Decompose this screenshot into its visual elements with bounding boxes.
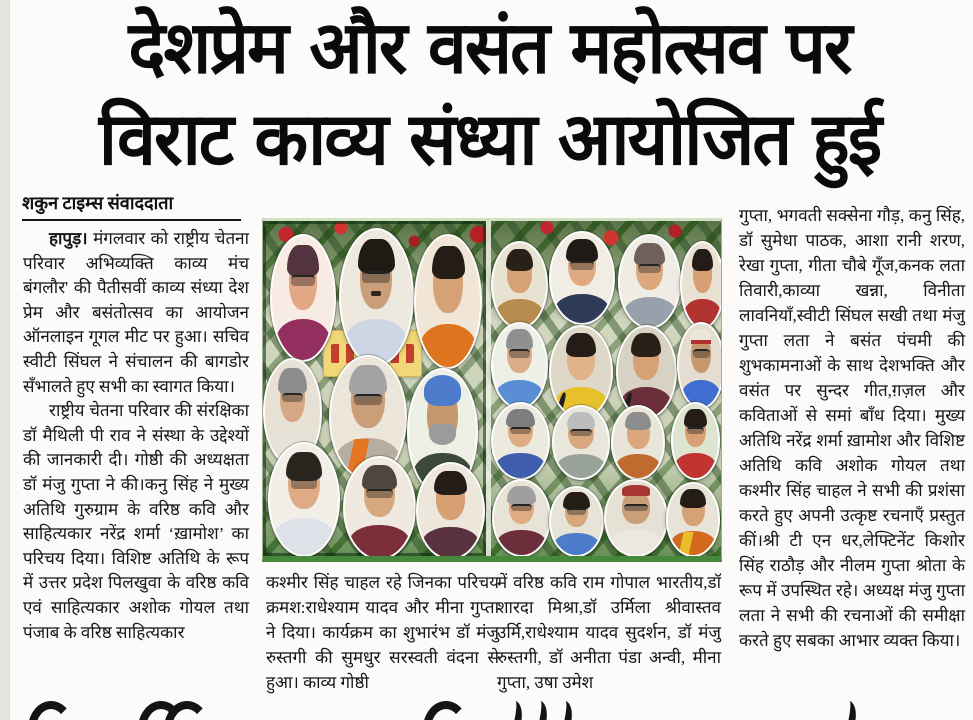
portrait-20 xyxy=(611,405,665,479)
text-column-2 xyxy=(266,570,499,695)
headline-line-1: देशप्रेम और वसंत महोत्सव पर xyxy=(128,5,851,91)
headline-fragment-5 xyxy=(501,700,525,720)
paragraph-5: गुप्ता, भगवती सक्सेना गौड़, कनु सिंह, डॉ सुमेधा पाठक, आशा रानी शरण, रेखा गुप्ता, गीता चौबे गूँज,कनक लता तिवारी,काव्या खन्ना, विनीता लावनियाँ,स्वीटी सिंघल सखी तथा मंजु गुप्ता लता ने बसंत पंचमी की शुभकामनाओं के साथ देशभक्ति और वसंत पर सुन्दर गीत,ग़ज़ल और कविताओं से समां बाँध दिया। मुख्य अतिथि नरेंद्र शर्मा ख़ामोश और विशिष्ट अतिथि कवि अशोक गोयल तथा कश्मीर सिंह चाहल ने सभी की प्रशंसा करते हुए अपनी उत्कृष्ट रचनाएँ प्रस्तुत कीं।श्री टी एन धर,लेफ्टिनेंट किशोर सिंह राठौड़ और नीलम गुप्ता श्रोता के रूप में उपस्थित रहे। अध्यक्ष मंजु गुप्ता लता ने सभी की रचनाओं की समीक्षा करते हुए सबका आभार व्यक्त किया। xyxy=(739,206,965,650)
page-edge-strip xyxy=(0,0,10,720)
portrait-22 xyxy=(492,479,551,556)
photo-collage xyxy=(262,218,722,562)
paragraph-1 xyxy=(23,227,249,399)
headline-line-2: विराट काव्य संध्या आयोजित हुई xyxy=(98,96,881,182)
portrait-1 xyxy=(270,234,336,362)
portrait-12 xyxy=(618,234,682,328)
paragraph-3: कश्मीर सिंह चाहल रहे जिनका परिचय क्रमश:राधेश्याम यादव और मीना गुप्ता ने दिया। कार्यक्रम का शुभारंभ डॉ मंजु रुस्तगी की सुमधुर सरस्वती वंदना से हुआ। काव्य गोष्ठी xyxy=(266,573,499,692)
article-headline xyxy=(18,2,961,185)
headline-fragment-4 xyxy=(423,701,469,720)
portrait-3 xyxy=(414,234,482,369)
portrait-18 xyxy=(491,402,550,480)
paragraph-2: राष्ट्रीय चेतना परिवार की संरक्षिका डॉ मैथिली पी राव ने संस्था के उद्देश्यों की जानकारी दी। गोष्ठी की अध्यक्षता डॉ मंजु गुप्ता ने की।कनु सिंह ने मुख्य अतिथि गुरुग्राम के वरिष्ठ कवि और साहित्यकार नरेंद्र शर्मा ‘ख़ामोश’ का परिचय दिया। विशिष्ट अतिथि के रूप में उत्तर प्रदेश पिलखुवा के वरिष्ठ कवि एवं साहित्यकार अशोक गोयल तथा पंजाब के वरिष्ठ साहित्यकार xyxy=(23,401,249,642)
portrait-11 xyxy=(549,231,615,325)
text-column-4 xyxy=(739,203,965,653)
portrait-21 xyxy=(671,402,721,480)
portrait-25 xyxy=(666,482,720,556)
portrait-14 xyxy=(491,322,548,410)
text-column-3 xyxy=(497,570,721,695)
paragraph-4: में वरिष्ठ कवि राम गोपाल भारतीय,डॉ शारदा मिश्रा,डॉ उर्मिला श्रीवास्तव उर्मि,राधेश्याम यादव सुदर्शन, डॉ मंजु रुस्तगी, डॉ अनीता पंडा अन्वी, मीना गुप्ता, उषा उमेश xyxy=(497,573,721,692)
byline: शकुन टाइम्स संवाददाता xyxy=(22,193,174,213)
byline-rule xyxy=(22,219,241,221)
dateline: हापुड़। xyxy=(49,229,88,248)
headline-fragment-8 xyxy=(835,700,859,720)
photo-collage-inner xyxy=(263,221,721,556)
portrait-13 xyxy=(680,241,721,329)
portrait-24 xyxy=(604,479,668,556)
portrait-17 xyxy=(677,322,721,410)
text-column-1 xyxy=(23,227,249,645)
portrait-16 xyxy=(616,325,677,419)
portrait-8 xyxy=(343,456,416,557)
headline-fragment-7 xyxy=(551,700,575,720)
photo-panel-divider xyxy=(486,221,491,556)
headline-fragment-6 xyxy=(526,700,550,720)
portrait-9 xyxy=(416,462,484,556)
portrait-2 xyxy=(339,228,414,366)
portrait-7 xyxy=(268,442,341,556)
portrait-23 xyxy=(549,486,603,556)
portrait-10 xyxy=(491,241,548,329)
portrait-19 xyxy=(552,405,611,479)
headline-fragment-1 xyxy=(28,701,74,720)
paragraph-1-text: मंगलवार को राष्ट्रीय चेतना परिवार अभिव्यक्ति काव्य मंच बंगलौर' की पैतीसवीं काव्य संध्या देश प्रेम और बसंतोत्सव का आयोजन ऑनलाइन गूगल मीट पर हुआ। सचिव स्वीटी सिंघल ने संचालन की बागडोर सँभालते हुए सभी का स्वागत किया। xyxy=(23,229,249,396)
